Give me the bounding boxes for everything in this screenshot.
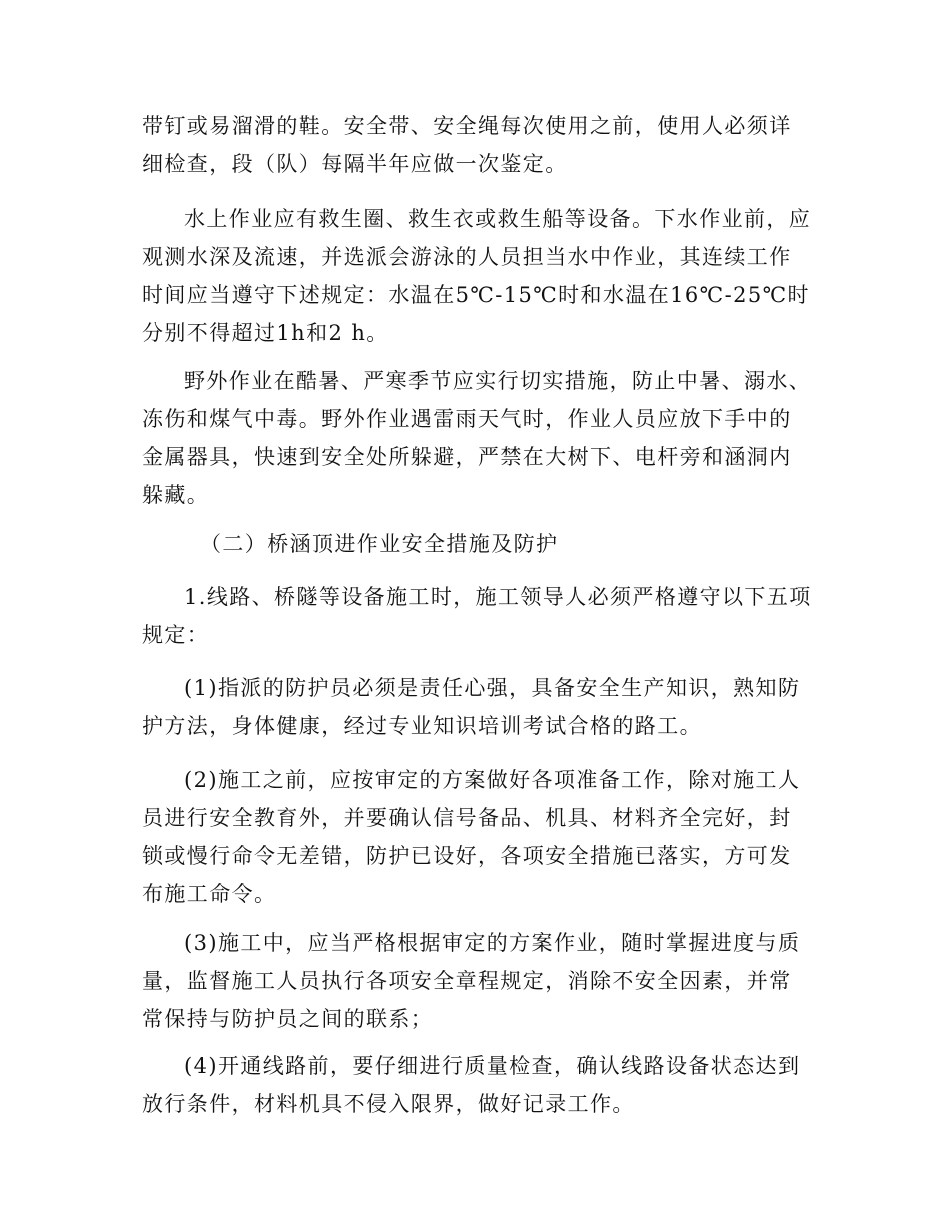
paragraph-rule-1-item-3: (3)施工中，应当严格根据审定的方案作业，随时掌握进度与质量，监督施工人员执行各项安全章程规定，消除不安全因素，并常常保持与防护员之间的联系； — [142, 931, 801, 1031]
paragraph-rule-1-item-2: (2)施工之前，应按审定的方案做好各项准备工作，除对施工人员进行安全教育外，并要确认信号备品、机具、材料齐全完好，封锁或慢行命令无差错，防护已设好，各项安全措施已落实，方可发布施工命令。 — [142, 768, 801, 906]
section-heading-bridge-culvert: （二）桥涵顶进作业安全措施及防护 — [200, 532, 559, 556]
paragraph-rule-1: 1.线路、桥隧等设备施工时，施工领导人必须严格遵守以下五项规定： — [142, 585, 812, 647]
paragraph-rule-1-item-4: (4)开通线路前，要仔细进行质量检查，确认线路设备状态达到放行条件，材料机具不侵入限界，做好记录工作。 — [142, 1054, 801, 1116]
paragraph-safety-belt-tail: 带钉或易溜滑的鞋。安全带、安全绳每次使用之前，使用人必须详细检查，段（队）每隔半年应做一次鉴定。 — [142, 114, 792, 176]
paragraph-rule-1-item-1: (1)指派的防护员必须是责任心强，具备安全生产知识，熟知防护方法，身体健康，经过专业知识培训考试合格的路工。 — [142, 676, 801, 738]
paragraph-water-work: 水上作业应有救生圈、救生衣或救生船等设备。下水作业前，应观测水深及流速，并选派会游泳的人员担当水中作业，其连续工作时间应当遵守下述规定：水温在5℃-15℃时和水温在16℃-25℃时分别不得超过1h和2 h。 — [142, 207, 812, 345]
paragraph-field-work: 野外作业在酷暑、严寒季节应实行切实措施，防止中暑、溺水、冻伤和煤气中毒。野外作业遇雷雨天气时，作业人员应放下手中的金属器具，快速到安全处所躲避，严禁在大树下、电杆旁和涵洞内躲藏。 — [142, 369, 812, 507]
